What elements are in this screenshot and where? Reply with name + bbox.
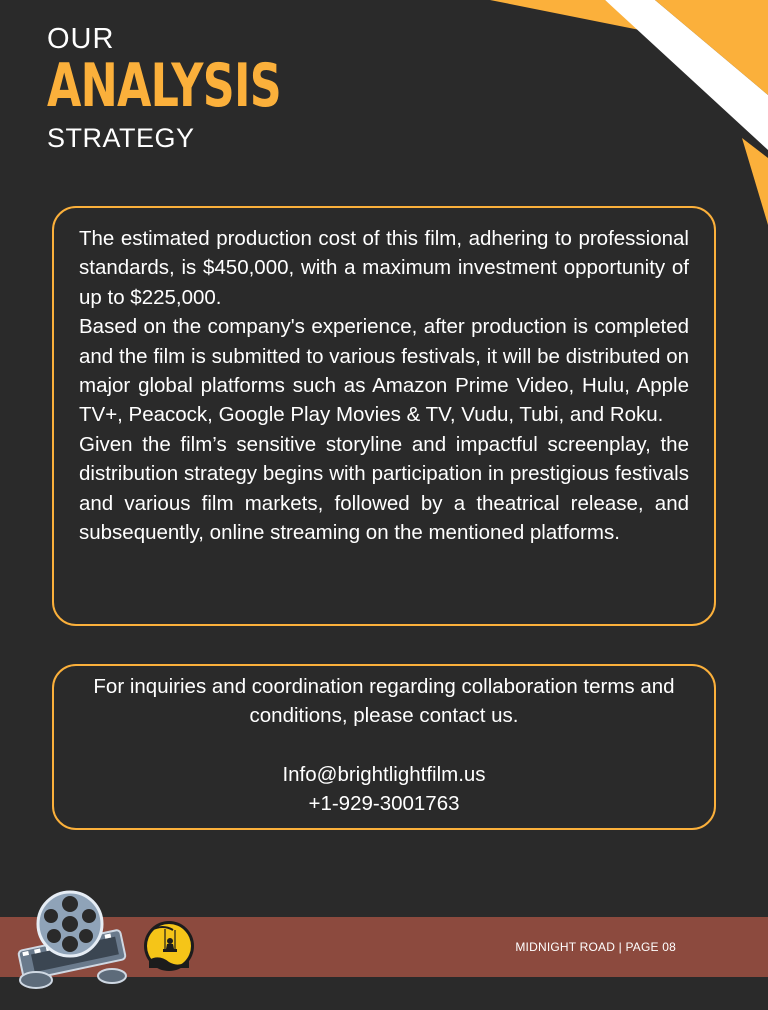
title-our: OUR (47, 23, 115, 55)
contact-box (52, 664, 716, 830)
analysis-paragraph-cost: The estimated production cost of this film, adhering to professional standards, is $450,000, with a maximum investment opportunity of up to $225,000. (79, 227, 689, 309)
analysis-box (52, 206, 716, 626)
footer-page-label: MIDNIGHT ROAD | PAGE 08 (515, 940, 676, 954)
contact-message: For inquiries and coordination regarding collaboration terms and conditions, please contact us. (93, 675, 675, 728)
title-block (47, 22, 363, 156)
film-reel-icon (14, 888, 132, 992)
title-analysis: ANALYSIS (47, 51, 281, 121)
title-strategy: STRATEGY (47, 123, 195, 153)
analysis-paragraph-strategy: Given the film’s sensitive storyline and impactful screenplay, the distribution strategy begins with participation in prestigious festivals and various film markets, followed by a theatrical release, and subsequently, online streaming on the mentioned platforms. (79, 432, 689, 545)
contact-email[interactable]: Info@brightlightfilm.us (282, 762, 486, 786)
contact-phone[interactable]: +1-929-3001763 (308, 792, 460, 816)
moon-swing-logo-icon (143, 920, 195, 972)
analysis-paragraph-distribution: Based on the company's experience, after production is completed and the film is submitted to various festivals, it will be distributed on major global platforms such as Amazon Prime Video, Hulu, Apple TV+, Peacock, Google Play Movies & TV, Vudu, Tubi, and Roku. (79, 315, 689, 427)
